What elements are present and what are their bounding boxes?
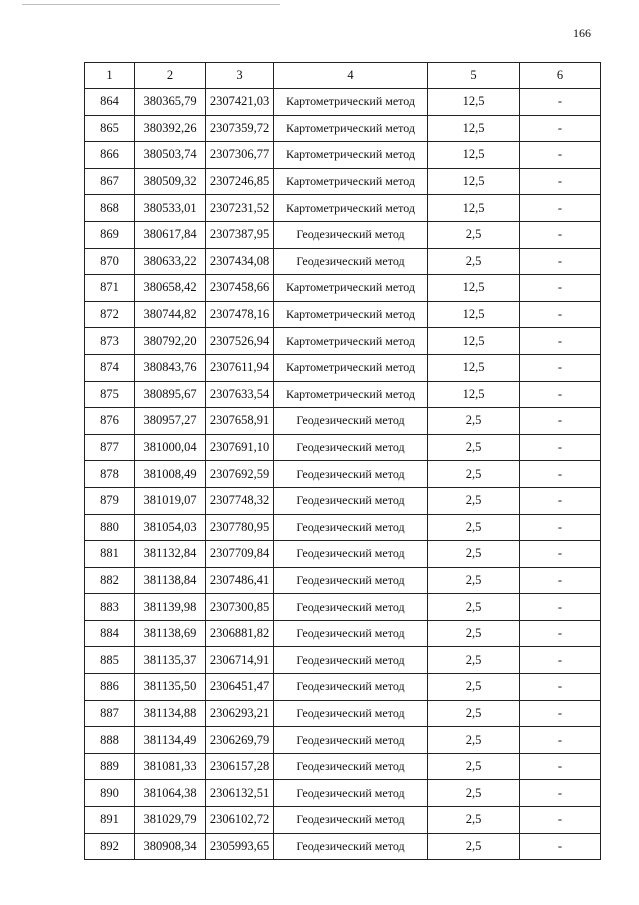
y-coordinate-cell: 2307421,03 [206,89,274,116]
accuracy-cell: 12,5 [428,195,520,222]
note-cell: - [520,168,601,195]
note-cell: - [520,89,601,116]
note-cell: - [520,514,601,541]
y-coordinate-cell: 2307300,85 [206,594,274,621]
column-header: 6 [520,63,601,89]
y-coordinate-cell: 2307748,32 [206,487,274,514]
accuracy-cell: 2,5 [428,833,520,860]
y-coordinate-cell: 2306881,82 [206,620,274,647]
table-row [85,301,601,328]
point-number-cell: 868 [85,195,135,222]
table-row [85,514,601,541]
method-cell: Картометрический метод [274,195,428,222]
y-coordinate-cell: 2307231,52 [206,195,274,222]
method-cell: Геодезический метод [274,221,428,248]
point-number-cell: 888 [85,727,135,754]
table-row [85,221,601,248]
point-number-cell: 881 [85,541,135,568]
x-coordinate-cell: 380843,76 [135,354,206,381]
note-cell: - [520,142,601,169]
method-cell: Геодезический метод [274,674,428,701]
method-cell: Геодезический метод [274,647,428,674]
table-row [85,115,601,142]
x-coordinate-cell: 381008,49 [135,461,206,488]
table-row [85,168,601,195]
note-cell: - [520,727,601,754]
x-coordinate-cell: 381134,88 [135,700,206,727]
note-cell: - [520,807,601,834]
note-cell: - [520,275,601,302]
column-header: 3 [206,63,274,89]
x-coordinate-cell: 380617,84 [135,221,206,248]
x-coordinate-cell: 380908,34 [135,833,206,860]
point-number-cell: 879 [85,487,135,514]
accuracy-cell: 2,5 [428,700,520,727]
y-coordinate-cell: 2307709,84 [206,541,274,568]
table-row [85,275,601,302]
method-cell: Геодезический метод [274,248,428,275]
accuracy-cell: 2,5 [428,594,520,621]
accuracy-cell: 2,5 [428,620,520,647]
y-coordinate-cell: 2307387,95 [206,221,274,248]
x-coordinate-cell: 381019,07 [135,487,206,514]
method-cell: Геодезический метод [274,487,428,514]
y-coordinate-cell: 2306451,47 [206,674,274,701]
x-coordinate-cell: 381132,84 [135,541,206,568]
note-cell: - [520,248,601,275]
x-coordinate-cell: 380509,32 [135,168,206,195]
point-number-cell: 892 [85,833,135,860]
x-coordinate-cell: 380365,79 [135,89,206,116]
method-cell: Геодезический метод [274,567,428,594]
accuracy-cell: 12,5 [428,89,520,116]
table-row [85,354,601,381]
table-header-row [85,63,601,89]
table-row [85,833,601,860]
accuracy-cell: 2,5 [428,248,520,275]
point-number-cell: 876 [85,408,135,435]
y-coordinate-cell: 2307306,77 [206,142,274,169]
x-coordinate-cell: 380895,67 [135,381,206,408]
note-cell: - [520,461,601,488]
method-cell: Геодезический метод [274,727,428,754]
accuracy-cell: 2,5 [428,434,520,461]
point-number-cell: 884 [85,620,135,647]
x-coordinate-cell: 381138,84 [135,567,206,594]
x-coordinate-cell: 381054,03 [135,514,206,541]
accuracy-cell: 12,5 [428,115,520,142]
point-number-cell: 877 [85,434,135,461]
accuracy-cell: 12,5 [428,354,520,381]
page-number: 166 [573,26,591,40]
method-cell: Геодезический метод [274,434,428,461]
note-cell: - [520,541,601,568]
table-row [85,89,601,116]
y-coordinate-cell: 2306132,51 [206,780,274,807]
x-coordinate-cell: 381029,79 [135,807,206,834]
table-row [85,142,601,169]
x-coordinate-cell: 380744,82 [135,301,206,328]
accuracy-cell: 2,5 [428,567,520,594]
point-number-cell: 865 [85,115,135,142]
y-coordinate-cell: 2307692,59 [206,461,274,488]
x-coordinate-cell: 380633,22 [135,248,206,275]
accuracy-cell: 2,5 [428,487,520,514]
table-row [85,753,601,780]
table-row [85,541,601,568]
method-cell: Геодезический метод [274,461,428,488]
point-number-cell: 890 [85,780,135,807]
point-number-cell: 882 [85,567,135,594]
method-cell: Геодезический метод [274,700,428,727]
accuracy-cell: 2,5 [428,541,520,568]
x-coordinate-cell: 381135,50 [135,674,206,701]
point-number-cell: 872 [85,301,135,328]
y-coordinate-cell: 2307658,91 [206,408,274,435]
table-row [85,381,601,408]
method-cell: Геодезический метод [274,780,428,807]
method-cell: Геодезический метод [274,594,428,621]
x-coordinate-cell: 380533,01 [135,195,206,222]
note-cell: - [520,434,601,461]
note-cell: - [520,753,601,780]
x-coordinate-cell: 380792,20 [135,328,206,355]
coordinates-table [84,62,601,860]
x-coordinate-cell: 381139,98 [135,594,206,621]
note-cell: - [520,833,601,860]
table-row [85,487,601,514]
x-coordinate-cell: 381081,33 [135,753,206,780]
x-coordinate-cell: 381138,69 [135,620,206,647]
y-coordinate-cell: 2306714,91 [206,647,274,674]
y-coordinate-cell: 2307478,16 [206,301,274,328]
method-cell: Картометрический метод [274,142,428,169]
y-coordinate-cell: 2306157,28 [206,753,274,780]
x-coordinate-cell: 380957,27 [135,408,206,435]
y-coordinate-cell: 2307434,08 [206,248,274,275]
column-header: 1 [85,63,135,89]
note-cell: - [520,195,601,222]
accuracy-cell: 2,5 [428,647,520,674]
table-body [85,89,601,860]
table-row [85,434,601,461]
y-coordinate-cell: 2307526,94 [206,328,274,355]
x-coordinate-cell: 380503,74 [135,142,206,169]
method-cell: Геодезический метод [274,833,428,860]
table-row [85,248,601,275]
table-row [85,674,601,701]
y-coordinate-cell: 2307611,94 [206,354,274,381]
note-cell: - [520,328,601,355]
point-number-cell: 864 [85,89,135,116]
y-coordinate-cell: 2306293,21 [206,700,274,727]
point-number-cell: 871 [85,275,135,302]
point-number-cell: 885 [85,647,135,674]
table-row [85,328,601,355]
x-coordinate-cell: 381134,49 [135,727,206,754]
x-coordinate-cell: 380392,26 [135,115,206,142]
y-coordinate-cell: 2307633,54 [206,381,274,408]
point-number-cell: 870 [85,248,135,275]
note-cell: - [520,594,601,621]
note-cell: - [520,780,601,807]
column-header: 2 [135,63,206,89]
point-number-cell: 869 [85,221,135,248]
method-cell: Геодезический метод [274,753,428,780]
point-number-cell: 887 [85,700,135,727]
accuracy-cell: 2,5 [428,727,520,754]
note-cell: - [520,620,601,647]
top-divider [22,4,280,5]
note-cell: - [520,408,601,435]
y-coordinate-cell: 2307691,10 [206,434,274,461]
x-coordinate-cell: 381000,04 [135,434,206,461]
y-coordinate-cell: 2306102,72 [206,807,274,834]
point-number-cell: 873 [85,328,135,355]
method-cell: Геодезический метод [274,807,428,834]
method-cell: Картометрический метод [274,301,428,328]
point-number-cell: 880 [85,514,135,541]
accuracy-cell: 12,5 [428,381,520,408]
point-number-cell: 874 [85,354,135,381]
note-cell: - [520,567,601,594]
accuracy-cell: 12,5 [428,328,520,355]
accuracy-cell: 2,5 [428,674,520,701]
point-number-cell: 883 [85,594,135,621]
table-row [85,195,601,222]
method-cell: Геодезический метод [274,408,428,435]
table-row [85,727,601,754]
y-coordinate-cell: 2307246,85 [206,168,274,195]
accuracy-cell: 12,5 [428,301,520,328]
table-row [85,700,601,727]
point-number-cell: 878 [85,461,135,488]
accuracy-cell: 2,5 [428,780,520,807]
method-cell: Геодезический метод [274,541,428,568]
x-coordinate-cell: 381135,37 [135,647,206,674]
note-cell: - [520,221,601,248]
accuracy-cell: 2,5 [428,408,520,435]
accuracy-cell: 2,5 [428,514,520,541]
y-coordinate-cell: 2307359,72 [206,115,274,142]
table-row [85,408,601,435]
accuracy-cell: 12,5 [428,168,520,195]
note-cell: - [520,115,601,142]
point-number-cell: 889 [85,753,135,780]
method-cell: Картометрический метод [274,381,428,408]
x-coordinate-cell: 380658,42 [135,275,206,302]
point-number-cell: 866 [85,142,135,169]
point-number-cell: 867 [85,168,135,195]
accuracy-cell: 12,5 [428,142,520,169]
note-cell: - [520,700,601,727]
accuracy-cell: 12,5 [428,275,520,302]
y-coordinate-cell: 2306269,79 [206,727,274,754]
accuracy-cell: 2,5 [428,461,520,488]
accuracy-cell: 2,5 [428,753,520,780]
table-row [85,780,601,807]
note-cell: - [520,354,601,381]
accuracy-cell: 2,5 [428,807,520,834]
y-coordinate-cell: 2307780,95 [206,514,274,541]
note-cell: - [520,381,601,408]
note-cell: - [520,487,601,514]
table-row [85,461,601,488]
table-row [85,807,601,834]
table-row [85,594,601,621]
point-number-cell: 875 [85,381,135,408]
accuracy-cell: 2,5 [428,221,520,248]
method-cell: Картометрический метод [274,275,428,302]
x-coordinate-cell: 381064,38 [135,780,206,807]
y-coordinate-cell: 2305993,65 [206,833,274,860]
point-number-cell: 886 [85,674,135,701]
note-cell: - [520,301,601,328]
method-cell: Геодезический метод [274,620,428,647]
y-coordinate-cell: 2307458,66 [206,275,274,302]
method-cell: Картометрический метод [274,89,428,116]
note-cell: - [520,674,601,701]
method-cell: Картометрический метод [274,115,428,142]
table-row [85,620,601,647]
column-header: 4 [274,63,428,89]
method-cell: Геодезический метод [274,514,428,541]
table-row [85,647,601,674]
note-cell: - [520,647,601,674]
column-header: 5 [428,63,520,89]
point-number-cell: 891 [85,807,135,834]
y-coordinate-cell: 2307486,41 [206,567,274,594]
method-cell: Картометрический метод [274,328,428,355]
method-cell: Картометрический метод [274,168,428,195]
method-cell: Картометрический метод [274,354,428,381]
table-row [85,567,601,594]
